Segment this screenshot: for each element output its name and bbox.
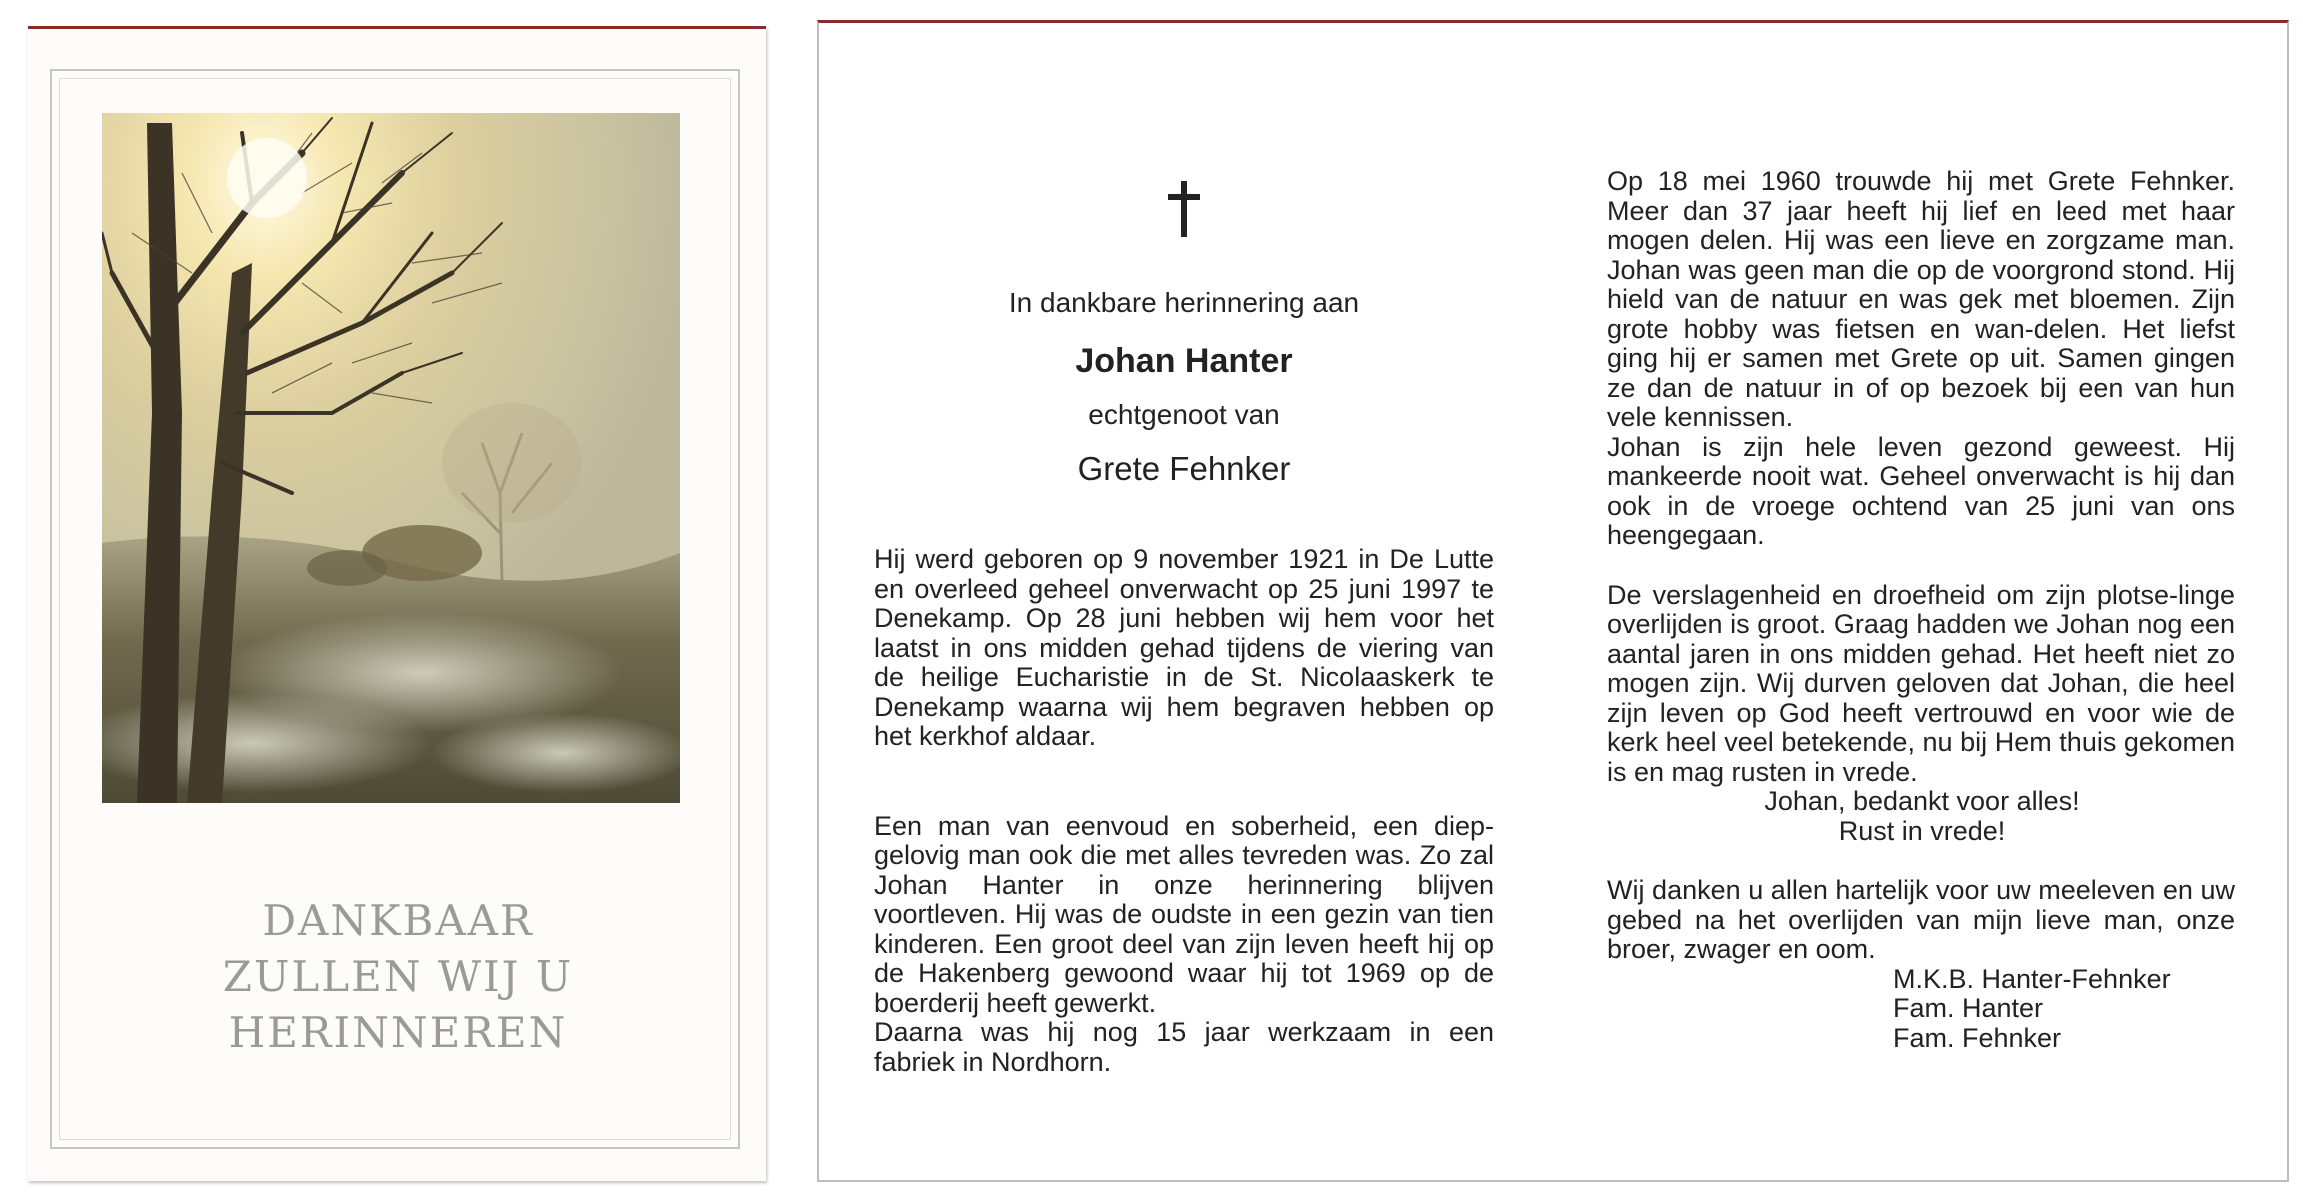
paragraph-work: Daarna was hij nog 15 jaar werkzaam in een fabriek in Nordhorn. [874,1017,1494,1077]
memorial-card-inner [817,20,2289,1182]
left-text-column [874,181,1494,1077]
paragraph-thanks: Wij danken u allen hartelijk voor uw meeleven en uw gebed na het overlijden van mijn lieve man, onze broer, zwager en oom. [1607,875,2235,964]
closing-line-2: Rust in vrede! [1838,815,2006,846]
front-caption-line-3: HERINNEREN [228,1008,568,1057]
front-caption-line-1: DANKBAAR [262,896,534,945]
closing-line-1: Johan, bedankt voor alles! [1764,786,2080,816]
landscape-image [102,113,680,803]
signature-1: M.K.B. Hanter-Fehnker [1893,963,2171,994]
signatures [1607,965,2235,1054]
paragraph-character: Een man van eenvoud en soberheid, een diep-gelovig man ook die met alles tevreden was. Zo zal Johan Hanter in onze herinnering blijven voortleven. Hij was de oudste in een gezin van tien kinderen. Een groot deel van zijn leven heeft hij op de Hakenberg gewoond waar hij tot 1969 op de boerderij heeft gewerkt. [874,810,1494,1018]
cross-icon [1164,181,1204,237]
spouse-label: echtgenoot van [1088,399,1280,430]
memorial-card-front [28,26,766,1181]
misty-trees-photo [102,113,680,803]
spouse-name: Grete Fehnker [1077,450,1291,487]
intro-text: In dankbare herinnering aan [1008,287,1360,318]
paragraph-health: Johan is zijn hele leven gezond geweest. Hij mankeerde nooit wat. Geheel onverwacht is hij dan ook in de vroege ochtend van 25 juni van ons heengegaan. [1607,431,2235,550]
paragraph-marriage: Op 18 mei 1960 trouwde hij met Grete Fehnker. Meer dan 37 jaar heeft hij lief en leed met haar mogen delen. Hij was een lieve en zorgzame man. Johan was geen man die op de voorgrond stond. Hij hield van de natuur en was gek met bloemen. Zijn grote hobby was fietsen en wan-delen. Het liefst ging hij er samen met Grete op uit. Samen gingen ze dan de natuur in of op bezoek bij een van hun vele kennissen. [1607,166,2235,432]
right-text-column [1607,167,2235,1053]
paragraph-grief: De verslagenheid en droefheid om zijn plotse-linge overlijden is groot. Graag hadden we Johan nog een aantal jaren in ons midden gehad. Het heeft niet zo mogen zijn. Wij durven geloven dat Johan, die heel zijn leven op God heeft vertrouwd en voor wie de kerk heel veel betekende, nu bij Hem thuis gekomen is en mag rusten in vrede. [1607,579,2235,787]
signature-3: Fam. Fehnker [1893,1022,2062,1053]
paragraph-birth-death: Hij werd geboren op 9 november 1921 in De Lutte en overleed geheel onverwacht op 25 juni 1997 te Denekamp. Op 28 juni hebben wij hem voor het laatst in ons midden gehad tijdens de viering van de heilige Eucharistie in de St. Nicolaaskerk te Denekamp waarna wij hem begraven hebben op het kerkhof aldaar. [874,544,1494,751]
signature-2: Fam. Hanter [1893,993,2044,1023]
deceased-name: Johan Hanter [1075,342,1293,380]
front-caption [68,893,728,1061]
front-caption-line-2: ZULLEN WIJ U [222,952,574,1001]
